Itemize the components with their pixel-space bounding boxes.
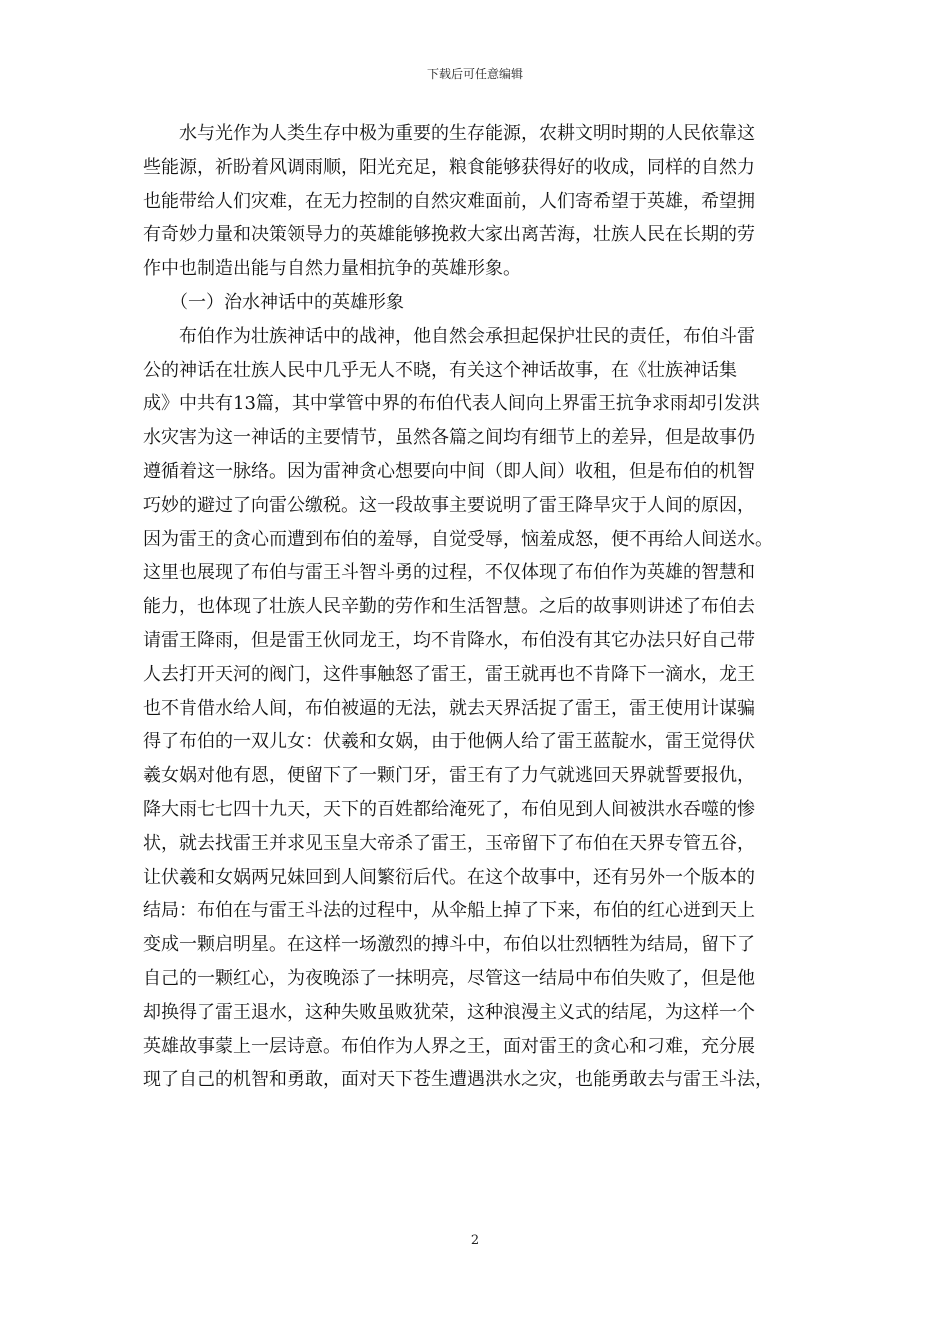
text-line: 降大雨七七四十九天，天下的百姓都给淹死了，布伯见到人间被洪水吞噬的惨 [143,798,755,820]
text-line: 水与光作为人类生存中极为重要的生存能源，农耕文明时期的人民依靠这 [143,123,755,144]
text-line: 请雷王降雨，但是雷王伙同龙王，均不肯降水，布伯没有其它办法只好自己带 [143,629,755,651]
text-line: 因为雷王的贪心而遭到布伯的羞辱，自觉受辱，恼羞成怒，便不再给人间送水。 [143,528,773,550]
text-line: 遵循着这一脉络。因为雷神贪心想要向中间（即人间）收租，但是布伯的机智 [143,460,755,482]
text-line: 巧妙的避过了向雷公缴税。这一段故事主要说明了雷王降旱灾于人间的原因， [143,494,755,516]
text-line: 羲女娲对他有恩，便留下了一颗门牙，雷王有了力气就逃回天界就誓要报仇， [143,765,755,787]
text-line: 状，就去找雷王并求见玉皇大帝杀了雷王，玉帝留下了布伯在天界专管五谷， [143,832,755,854]
text-line: 现了自己的机智和勇敢，面对天下苍生遭遇洪水之灾，也能勇敢去与雷王斗法， [143,1069,773,1091]
page-header: 下载后可任意编辑 [426,67,523,81]
page-number: 2 [470,1233,480,1248]
text-line: 作中也制造出能与自然力量相抗争的英雄形象。 [143,258,521,280]
text-line: 也不肯借水给人间，布伯被逼的无法，就去天界活捉了雷王，雷王使用计谋骗 [143,697,755,719]
text-line: 英雄故事蒙上一层诗意。布伯作为人界之王，面对雷王的贪心和刁难，充分展 [143,1035,755,1057]
text-line: 得了布伯的一双儿女：伏羲和女娲，由于他俩人给了雷王蓝靛水，雷王觉得伏 [143,731,755,753]
text-line: 能力，也体现了壮族人民辛勤的劳作和生活智慧。之后的故事则讲述了布伯去 [143,596,755,618]
text-line: 却换得了雷王退水，这种失败虽败犹荣，这种浪漫主义式的结尾，为这样一个 [143,1001,755,1023]
text-line: 有奇妙力量和决策领导力的英雄能够挽救大家出离苦海，壮族人民在长期的劳 [143,224,755,246]
text-line: （一）治水神话中的英雄形象 [143,291,404,313]
document-body [143,117,808,1097]
text-line: 自己的一颗红心，为夜晚添了一抹明亮，尽管这一结局中布伯失败了，但是他 [143,967,755,989]
text-line: 布伯作为壮族神话中的战神，他自然会承担起保护壮民的责任，布伯斗雷 [143,325,755,347]
text-line: 也能带给人们灾难，在无力控制的自然灾难面前，人们寄希望于英雄，希望拥 [143,190,755,212]
text-line: 这里也展现了布伯与雷王斗智斗勇的过程，不仅体现了布伯作为英雄的智慧和 [143,562,755,584]
text-line: 些能源，祈盼着风调雨顺，阳光充足，粮食能够获得好的收成，同样的自然力 [143,156,755,178]
text-line: 公的神话在壮族人民中几乎无人不晓，有关这个神话故事，在《壮族神话集 [143,359,737,381]
text-line: 结局：布伯在与雷王斗法的过程中，从伞船上掉了下来，布伯的红心迸到天上 [143,900,755,922]
text-line: 变成一颗启明星。在这样一场激烈的搏斗中，布伯以壮烈牺牲为结局，留下了 [143,934,755,956]
text-line: 让伏羲和女娲两兄妹回到人间繁衍后代。在这个故事中，还有另外一个版本的 [143,866,755,888]
text-line: 水灾害为这一神话的主要情节，虽然各篇之间均有细节上的差异，但是故事仍 [143,427,755,449]
text-line: 人去打开天河的阀门，这件事触怒了雷王，雷王就再也不肯降下一滴水，龙王 [143,663,755,685]
text-line: 成》中共有13篇，其中掌管中界的布伯代表人间向上界雷王抗争求雨却引发洪 [143,393,760,415]
